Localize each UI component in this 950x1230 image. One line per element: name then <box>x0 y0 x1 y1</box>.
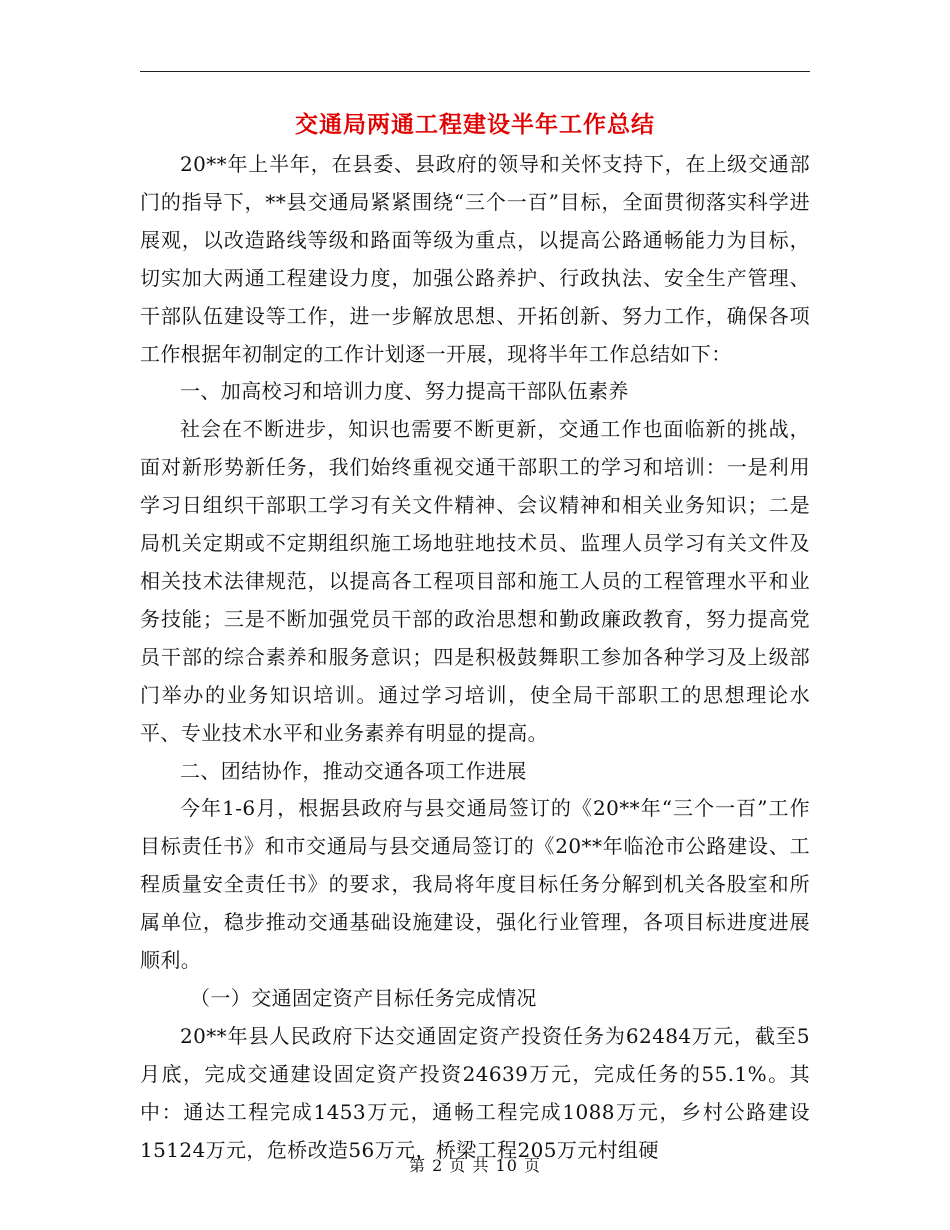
section-1-paragraph: 社会在不断进步，知识也需要不断更新，交通工作也面临新的挑战，面对新形势新任务，我们始终重视交通干部职工的学习和培训：一是利用学习日组织干部职工学习有关文件精神、会议精神和相关业务知识；二是局机关定期或不定期组织施工场地驻地技术员、监理人员学习有关文件及相关技术法律规范，以提高各工程项目部和施工人员的工程管理水平和业务技能；三是不断加强党员干部的政治思想和勤政廉政教育，努力提高党员干部的综合素养和服务意识；四是积极鼓舞职工参加各种学习及上级部门举办的业务知识培训。通过学习培训，使全局干部职工的思想理论水平、专业技术水平和业务素养有明显的提高。 <box>140 417 810 745</box>
subsection-heading-1: （一）交通固定资产目标任务完成情况 <box>190 985 537 1010</box>
section-heading-2: 二、团结协作，推动交通各项工作进展 <box>180 758 527 783</box>
section-2-paragraph: 今年1-6月，根据县政府与县交通局签订的《20**年“三个一百”工作目标责任书》和市交通局与县交通局签订的《20**年临沧市公路建设、工程质量安全责任书》的要求，我局将年度目标任务分解到机关各股室和所属单位，稳步推动交通基础设施建设，强化行业管理，各项目标进度进展顺利。 <box>140 796 810 973</box>
section-heading-1: 一、加高校习和培训力度、努力提高干部队伍素养 <box>180 379 629 404</box>
subsection-1-paragraph: 20**年县人民政府下达交通固定资产投资任务为62484万元，截至5月底，完成交通建设固定资产投资24639万元，完成任务的55.1%。其中：通达工程完成1453万元，通畅工程完成1088万元，乡村公路建设15124万元，危桥改造56万元，桥梁工程205万元村组硬 <box>140 1023 810 1162</box>
header-rule <box>140 71 810 72</box>
document-title: 交通局两通工程建设半年工作总结 <box>295 111 655 138</box>
page-number: 第 2 页 共 10 页 <box>409 1156 541 1175</box>
document-body <box>140 146 810 1169</box>
intro-paragraph: 20**年上半年，在县委、县政府的领导和关怀支持下，在上级交通部门的指导下，**县交通局紧紧围绕“三个一百”目标，全面贯彻落实科学进展观，以改造路线等级和路面等级为重点，以提高公路通畅能力为目标，切实加大两通工程建设力度，加强公路养护、行政执法、安全生产管理、干部队伍建设等工作，进一步解放思想、开拓创新、努力工作，确保各项工作根据年初制定的工作计划逐一开展，现将半年工作总结如下： <box>140 152 810 366</box>
